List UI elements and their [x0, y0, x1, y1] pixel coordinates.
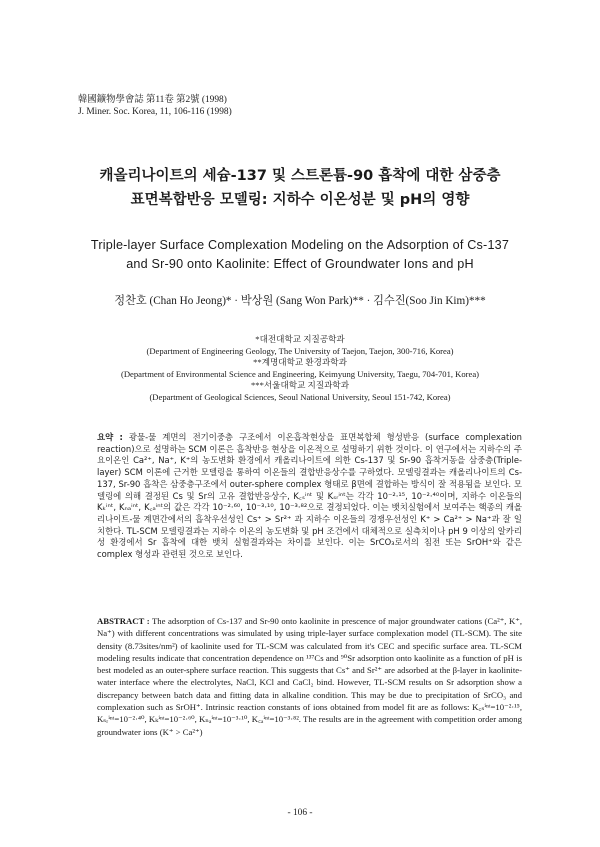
affiliations [40, 334, 560, 404]
korean-abstract-text: 광물-물 계면의 전기이중층 구조에서 이온흡착현상을 표면복합체 형성반응 (surface complexation reaction)으로 설명하는 SCM 이론은 흡착반응 현상을 이온적으로 설명하기 위한 것이다. 이 연구에서는 지하수의 주요이온인 Ca²⁺, Na⁺, K⁺의 농도변화 환경에서 캐올리나이트에 의한 Cs-137 및 Sr-90 흡착거동을 삼중층(Triple-layer) SCM 이론에 근거한 모델링을 통하여 이온들의 결합반응상수를 구하였다. 모델링결과는 캐올리나이트의 Cs-137, Sr-90 흡착은 삼중층구조에서 outer-sphere complex 형태로 β면에 결합하는 방식이 잘 적용됨을 보인다. 모델링에 의해 결정된 Cs 및 Sr의 고유 결합반응상수, K꜀ₛⁱⁿᵗ 및 Kₛᵣⁱⁿᵗ는 각각 10⁻²·¹⁵, 10⁻²·⁴⁰이며, 지하수 이온들의 Kₖⁱⁿᵗ, Kₙₐⁱⁿᵗ, K꜀ₐⁱⁿᵗ의 값은 각각 10⁻²·⁶⁰, 10⁻³·¹⁰, 10⁻³·⁸²으로 결정되었다. 이는 뱃치실험에서 보여주는 핵종의 캐올리나이트-물 계면간에서의 흡착우선성인 Cs⁺ > Sr²⁺ 과 지하수 이온들의 경쟁우선성인 K⁺ > Ca²⁺ > Na⁺과 잘 일치한다. TL-SCM 모델링결과는 지하수 이온의 농도변화 및 pH 조건에서 대체적으로 실측치이나 pH 9 이상의 알카리성 환경에서 Sr 흡착에 대한 뱃치 실험결과와는 차이를 보인다. 이는 SrCO₃로서의 침전 또는 SrOH⁺와 같은 complex 형성과 관련된 것으로 보인다. [97, 432, 522, 560]
affiliation-2-english: (Department of Environmental Science and Engineering, Keimyung University, Taegu, 704-701, Korea) [120, 368, 480, 379]
korean-title [60, 164, 540, 212]
affiliation-3-korean: ***서울대학교 지질과학과 [250, 380, 350, 391]
korean-title-line-1: 캐올리나이트의 세슘-137 및 스트론튬-90 흡착에 대한 삼중층 [99, 168, 501, 184]
author-list: 정찬호 (Chan Ho Jeong)* · 박상원 (Sang Won Park)** · 김수진(Soo Jin Kim)*** [114, 295, 486, 307]
affiliation-2-korean: **계명대학교 환경과학과 [253, 357, 347, 368]
english-abstract [97, 615, 522, 738]
affiliation-3-english: (Department of Geological Sciences, Seoul National University, Seoul 151-742, Korea) [149, 391, 451, 402]
korean-abstract-label: 요약 : [97, 432, 123, 442]
journal-citation-english: J. Miner. Soc. Korea, 11, 106-116 (1998) [78, 107, 232, 117]
korean-abstract [97, 432, 522, 561]
english-title [60, 236, 540, 274]
affiliation-1-english: (Department of Engineering Geology, The University of Taejon, Taejon, 300-716, Korea) [146, 345, 454, 356]
korean-title-line-2: 표면복합반응 모델링: 지하수 이온성분 및 pH의 영향 [130, 192, 470, 208]
journal-citation [78, 94, 232, 118]
english-title-line-2: and Sr-90 onto Kaolinite: Effect of Groundwater Ions and pH [126, 257, 474, 271]
english-abstract-text: The adsorption of Cs-137 and Sr-90 onto kaolinite in prescence of major groundwater cations (Ca²⁺, K⁺, Na⁺) with different concentrations was simulated by using triple-layer surface complexation model (TL-SCM). The site density (8.73sites/nm²) of kaolinite used for TL-SCM was calculated from it's CEC and specific surface area. TL-SCM modeling results indicate that concentration dependence on ¹³⁷Cs and ⁹⁰Sr adsorption onto kaolinite as a function of pH is best modeled as an outer-sphere surface reaction. This suggests that Cs⁺ and Sr²⁺ are adsorbed at the β-layer in kaolinite-water interface where the electrolytes, NaCl, KCl and CaCl₂ bind. However, TL-SCM results on Sr adsorption show a discrepancy between batch data and fitting data in alkaline condition. This may be due to precipitation of SrCO₃ and complexation such as SrOH⁺. Intrinsic reaction constants of ions obtained from model fit are as follows: K꜀ₛⁱⁿᵗ=10⁻²·¹⁵, Kₛᵣⁱⁿᵗ=10⁻²·⁴⁰, Kₖⁱⁿᵗ=10⁻²·⁶⁰, Kₙₐⁱⁿᵗ=10⁻³·¹⁰, K꜀ₐⁱⁿᵗ=10⁻³·⁸². The results are in the agreement with competition order among groundwater ions (K⁺ > Ca²⁺) [97, 616, 523, 737]
page-number: - 106 - [287, 808, 313, 818]
english-title-line-1: Triple-layer Surface Complexation Modeling on the Adsorption of Cs-137 [90, 238, 510, 252]
affiliation-1-korean: *대전대학교 지질공학과 [255, 334, 345, 344]
journal-citation-korean: 韓國鑛物學會誌 第11卷 第2號 (1998) [78, 95, 227, 105]
english-abstract-label: ABSTRACT : [97, 616, 150, 626]
